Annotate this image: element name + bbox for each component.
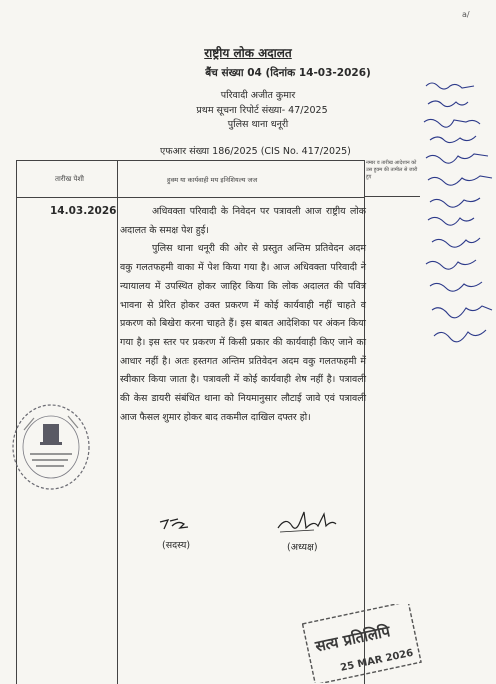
fir-line: प्रथम सूचना रिपोर्ट संख्या- 47/2025 [196, 105, 328, 116]
chair-signature [274, 508, 340, 536]
police-station-line: पुलिस थाना धनूरी [227, 119, 289, 130]
order-paragraph-1: अधिवक्ता परिवादी के निवेदन पर पत्रावली आज राष्ट्रीय लोक अदालत के समक्ष पेश हुई। [120, 206, 366, 236]
hearing-date: 14.03.2026 [50, 205, 117, 217]
court-seal-icon [10, 402, 92, 492]
fr-case-number: एफआर संख्या 186/2025 (CIS No. 417/2025) [160, 146, 351, 157]
column-divider [117, 161, 118, 684]
complainant-line: परिवादी अजीत कुमार [220, 90, 296, 101]
header-divider [17, 197, 365, 198]
handwritten-margin-notes [422, 78, 496, 358]
chair-label: (अध्यक्ष) [287, 542, 318, 553]
order-text [120, 203, 366, 427]
corner-mark: a/ [462, 10, 470, 19]
header-divider [364, 196, 420, 197]
column-header-order: हुक्म या कार्यवाही मय इनिशियल्य जज [167, 176, 258, 184]
page-title: राष्ट्रीय लोक अदालत [204, 46, 292, 60]
true-copy-stamp [302, 604, 422, 683]
column-header-date: तारीख पेशी [55, 175, 84, 183]
column-header-note: नम्बर व तारीख आदेशान को उस हुक्म की तामील से जारी हुए [366, 160, 418, 180]
order-paragraph-2: पुलिस थाना धनूरी की ओर से प्रस्तुत अन्तिम प्रतिवेदन अदम वकु गलतफहमी वाका में पेश किया गया है। आज अधिवक्ता परिवादी ने न्यायालय में उपस्थित होकर जाहिर किया कि लोक अदालत की पवित्र भावना से प्रेरित होकर उक्त प्रकरण में कोई कार्यवाही नहीं चाहते व प्रकरण को बिखेरा करना चाहते हैं। इस बाबत आदेशिका पर अंकन किया गया है। इस स्तर पर प्रकरण में किसी प्रकार की कार्यवाही किए जाने का आधार नहीं है। अतः हस्तगत अन्तिम प्रतिवेदन अदम वकु गलतफहमी में स्वीकार किया जाता है। पत्रावली में कोई कार्यवाही शेष नहीं है। पत्रावली की केस डायरी संबंधित थाना को नियमानुसार लौटाई जावे एवं पत्रावली आज फैसल शुमार होकर बाद तकमील दाखिल दफ्तर हो। [120, 243, 366, 423]
stamp-text: सत्य प्रतिलिपि [313, 622, 392, 656]
bench-number: बैंच संख्या 04 (दिनांक 14-03-2026) [205, 67, 371, 79]
stamp-date: 25 MAR 2026 [339, 647, 415, 674]
member-label: (सदस्य) [162, 540, 191, 551]
member-signature [158, 516, 190, 532]
